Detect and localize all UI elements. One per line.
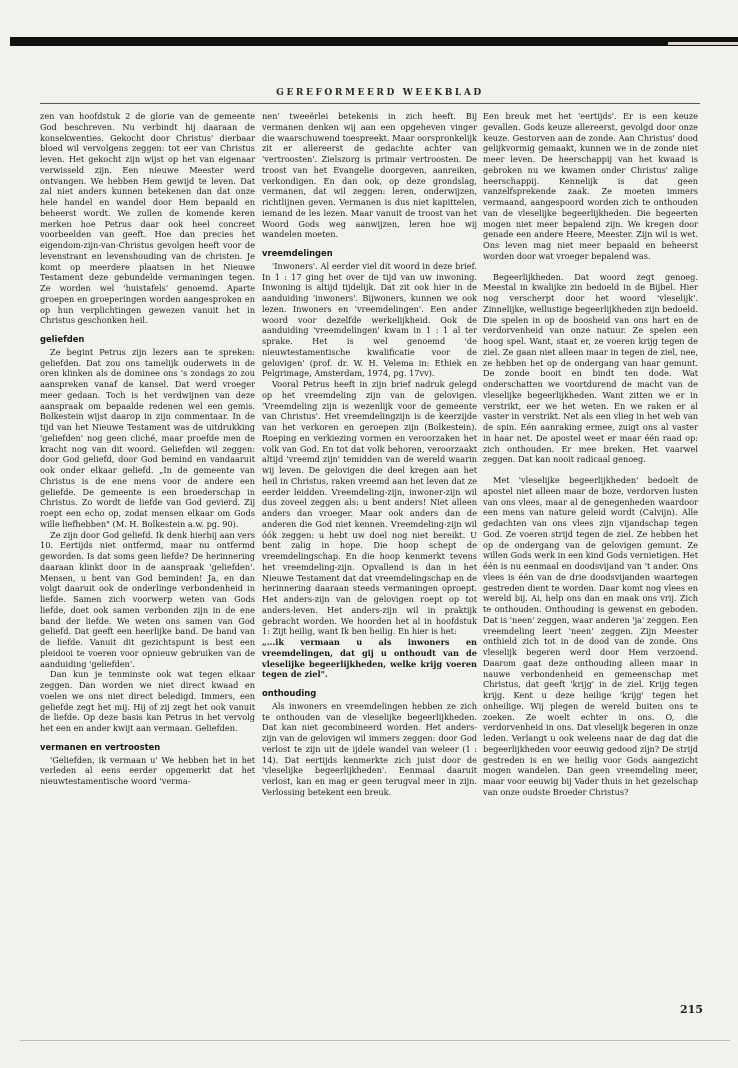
running-header: GEREFORMEERD WEEKBLAD [276,88,484,98]
top-border-notch [668,42,738,45]
section-heading: vreemdelingen [262,248,333,258]
section-heading: onthouding [262,688,317,698]
paragraph: 'Inwoners'. Al eerder viel dit woord in deze brief. In 1 : 17 ging het over de tijd van uw inwoning. Inwoning is altijd tijdelijk. Dat zit ook hier in de aanduiding 'inwoners'. Bijwoners, kunnen we ook lezen. Inwoners en 'vreemdelingen'. Een ander woord voor dezelfde werkelijkheid. Ook de aanduiding 'vreemdelingen' kwam in 1 : 1 al ter sprake. Het is wel genoemd 'de nieuwtestamentische kwalificatie voor de gelovigen' (prof. dr. W. H. Velema in: Ethiek en Pelgrimage, Amsterdam, 1974, pg. 17vv). [262,260,477,379]
paragraph: zen van hoofdstuk 2 de glorie van de gemeente God beschreven. Nu verbindt hij daaraan de konsekwenties. Gekocht door Christus' dierbaar bloed wil vervolgens zeggen: tot eer van Christus leven. Het gekocht zijn wijst op het van eigenaar verwisseld zijn. Een nieuwe Meester werd ontvangen. We hebben Hem gewijd te leven. Dat zal niet anders kunnen betekenen dan dat onze hele handel en wandel door Hem bepaald en beheerst wordt. We zullen de komende keren merken hoe Petrus daar ook heel concreet voorbeelden van geeft. Hoe dan precies het eigendom-zijn-van-Christus gevolgen heeft voor de levenstrant en levenshouding van de christen. Je komt op meerdere plaatsen in het Nieuwe Testament deze gebundelde vermaningen tegen. Ze worden wel 'huistafels' genoemd. Aparte groepen en groeperingen worden aangesproken en op hun verplichtingen gewezen vanuit het in Christus geschonken heil. [40,111,255,326]
bottom-scan-line [20,1040,730,1041]
column-1 [40,111,255,787]
header-rule [40,103,700,104]
paragraph: 'Geliefden, ik vermaan u' We hebben het in het verleden al eens eerder opgemerkt dat het nieuwtestamentische woord 'verma- [40,754,255,786]
paragraph: nen' tweeërlei betekenis in zich heeft. Bij vermanen denken wij aan een opgeheven vinger die waarschuwend toespreekt. Maar oorspronkelijk zit er allereerst de gedachte achter van 'vertroosten'. Zielszorg is primair vertroosten. De troost van het Evangelie doorgeven, aanreiken, verkondigen. En dan ook, op deze grondslag, vermanen, dat wil zeggen: leren, onderwijzen, richtlijnen geven. Vermanen is dus niet kapittelen, iemand de les lezen. Maar vanuit de troost van het Woord Gods weg aanwijzen, leren hoe wij wandelen moeten. [262,111,477,240]
paragraph: Begeerlijkheden. Dat woord zegt genoeg. Meestal in kwalijke zin bedoeld in de Bijbel. Hier nog verscherpt door het woord 'vleselijk'. Zinnelijke, wellustige begeerlijkheden zijn bedoeld. Die spelen in op de boosheid van ons hart en de verdorvenheid van onze natuur. Ze spelen een hoog spel. Want, staat er, ze voeren krijg tegen de ziel. Ze gaan niet alleen maar in tegen de ziel, nee, ze hebben het op de ondergang van haar gemunt. De zonde booit en bindt ten dode. Wat onderschatten we voortdurend de macht van de vleselijke begeerlijkheden. Want zitten we er in verstrikt, eer we het weten. En we raken er al vaster in verstrikt. Net als een vlieg in het web van de spin. Eén aanraking ermee, zuigt ons al vaster in haar net. De apostel weet er maar één raad op: zich onthouden. Er mee breken. Het vaarwel zeggen. Dat kan nooit radicaal genoeg. [483,271,698,465]
section-heading: vermanen en vertroosten [40,741,161,752]
quote-paragraph: „...ik vermaan u als inwoners en vreemdelingen, dat gij u onthoudt van de vleselijke begeerlijkheden, welke krijg voeren tegen de ziel". [262,637,477,680]
paragraph: Ze begint Petrus zijn lezers aan te spreken: geliefden. Dat zou ons tamelijk ouderwets in de oren klinken als de dominee ons 's zondags zo zou aanspreken vanaf de kansel. Dat werd vroeger meer gedaan. Toch is het verdwijnen van deze aanspraak om bepaalde redenen wel een gemis. Bolkestein wijst daarop in zijn commentaar. In de tijd van het Nieuwe Testament was de uitdrukking 'geliefden' nog geen cliché, maar proefde men de kracht nog van dit woord. Geliefden wil zeggen: door God geliefd, door God bemind en vandaaruit ook onder elkaar geliefd. „In de gemeente van Christus is de ene mens voor de andere een geliefde. De gemeente is een broederschap in Christus. Zo wordt de liefde van God gevierd. Zij roept een echo op, zodat mensen elkaar om Gods wille liefhebben" (M. H. Bolkestein a.w. pg. 90). [40,346,255,529]
paragraph: Een breuk met het 'eertijds'. Er is een keuze gevallen. Gods keuze allereerst, gevolgd door onze keuze. Gestorven aan de zonde. Aan Christus' dood gelijkvormig gemaakt, kunnen we in de zonde niet meer leven. De heerschappij van het kwaad is gebroken nu we kwamen onder Christus' zalige heerschappij. Kennelijk is dat geen vanzelfsprekende zaak. Ze moeten immers vermaand, aangespoord worden zich te onthouden van de vleselijke begeerlijkheden. Die begeerten mogen niet meer bepalend zijn. We kregen door genade een andere Heere, Meester. Zijn wil is wet. Ons leven mag niet meer bepaald en beheerst worden door wat vroeger bepalend was. [483,111,698,261]
top-border-bar [10,37,738,46]
column-2 [262,111,477,798]
column-3 [483,111,698,798]
paragraph: Met 'vleselijke begeerlijkheden' bedoelt de apostel niet alleen maar de boze, verdorven lusten van ons vlees, maar al de genegenheden waardoor een mens van nature geleid wordt (Calvijn). Alle gedachten van ons vlees zijn vijandschap tegen God. Ze voeren strijd tegen de ziel. Ze hebben het op de ondergang van de gelovigen gemunt. Ze willen Gods werk in een kind Gods vernietigen. Het één is nu eenmaal en doodsvijand van 't ander. Ons vlees is één van de drie doodsvijanden waartegen gestreden dient te worden. Daar komt nog vlees en wereld bij. Ai, help ons dan en maak ons vrij. Zich te onthouden. Onthouding is gewenst en geboden. Dat is 'neen' zeggen, waar anderen 'ja' zeggen. Een vreemdeling leert 'neen' zeggen. Zijn Meester onthield zich tot in de dood van de zonde. Ons vleselijk begeren werd door Hem verzoend. Daarom gaat deze onthouding alleen maar in nauwe verbondenheid en gemeenschap met Christus, dat geeft 'krijg' in de ziel. Krijg tegen krijg. Kent u deze heilige 'krijg' tegen het onheilige. Wij plegen de wereld buiten ons te zoeken. Ze woelt echter in ons. O, die verdorvenheid in ons. Dat vleselijk begeren in onze leden. Verlangt u ook weleens naar de dag dat die begeerlijkheden voor eeuwig gedood zijn? De strijd gestreden is en we heilig voor Gods aangezicht mogen wandelen. Dan geen vreemdeling meer, maar voor eeuwig bij Vader thuis in het gezelschap van onze oudste Broeder Christus? [483,475,698,797]
paragraph: Ze zijn door God geliefd. Ik denk hierbij aan vers 10. Eertijds niet ontfermd, maar nu ontfermd geworden. Is dat soms geen liefde? De herinnering daaraan klinkt door in de aanspraak 'geliefden'. Mensen, u bent van God beminden! Ja, en dan volgt daaruit ook de onderlinge verbondenheid in liefde. Samen zich voorwerp weten van Gods liefde, doet ook samen verbonden zijn in de ene band der liefde. We weten ons samen van God geliefd. Dat geeft een heerlijke band. De band van de liefde. Vanuit dit gezichtspunt is best een pleidooi te voeren voor opnieuw gebruiken van de aanduiding 'geliefden'. [40,529,255,669]
paragraph: Vooral Petrus heeft in zijn brief nadruk gelegd op het vreemdeling zijn van de gelovigen. 'Vreemdeling zijn is wezenlijk voor de gemeente van Christus'. Het vreemdelingzijn is de keerzijde van het verkoren en geroepen zijn (Bolkestein). Roeping en verkiezing vormen en veroorzaken het volk van God. En tot dat volk behoren, veroorzaakt altijd 'vreemd zijn' temidden van de wereld waarin wij leven. De gelovigen die deel kregen aan het heil in Christus, raken vreemd aan het leven dat ze eerder leidden. Vreemdeling-zijn, inwoner-zijn wil dus zoveel zeggen als: u bent anders! Niet alleen anders dan vroeger. Maar ook anders dan de anderen die God niet kennen. Vreemdeling-zijn wil óók zeggen: u hebt uw doel nog niet bereikt. U bent zalig in hope. Die hoop schept de vreemdelingschap. En die hoop kenmerkt tevens het vreemdeling-zijn. Opvallend is dan in het Nieuwe Testament dat dat vreemdelingschap en de herinnering daaraan steeds vermaningen oproept. Het anders-zijn van de gelovigen roept op tot anders-leven. Het anders-zijn wil in praktijk gebracht worden. We hoorden het al in hoofdstuk 1: Zijt heilig, want Ik ben heilig. En hier is het: [262,379,477,637]
paragraph: Dan kun je tenminste ook wat tegen elkaar zeggen. Dan worden we niet direct kwaad en voelen we ons niet direct beledigd. Immers, een geliefde zegt het mij. Hij of zij zegt het ook vanuit de liefde. Op deze basis kan Petrus in het vervolg het een en ander kwijt aan vermaan. Geliefden. [40,669,255,733]
paragraph: Als inwoners en vreemdelingen hebben ze zich te onthouden van de vleselijke begeerlijkheden. Dat kan niet gecombineerd worden. Het anders-zijn van de gelovigen wil immers zeggen: door God verlost te zijn uit de ijdele wandel van weleer (1 : 14). Dat eertijds kenmerkte zich juist door de 'vleselijke begeerlijkheden'. Eenmaal daaruit verlost, kan en mag er geen terugval meer in zijn. Verlossing betekent een breuk. [262,700,477,797]
page-number: 215 [680,1003,703,1016]
section-heading: geliefden [40,334,85,344]
